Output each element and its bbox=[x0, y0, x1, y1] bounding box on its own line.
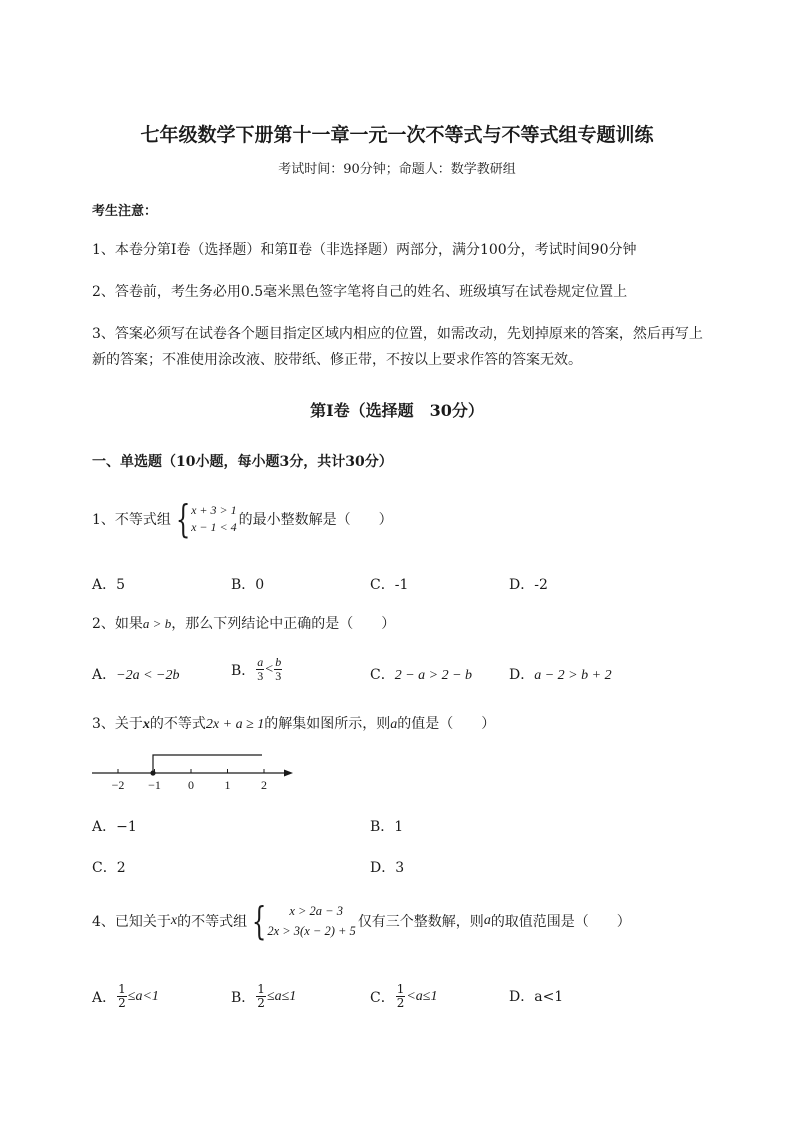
q4-ineq-1: x > 2a − 3 bbox=[289, 904, 343, 918]
q4-option-c[interactable] bbox=[370, 983, 438, 1010]
q2-option-c-label: C． bbox=[370, 667, 395, 683]
q4-var-a: a bbox=[483, 913, 491, 928]
q2-option-a[interactable] bbox=[92, 664, 179, 684]
q2-option-a-expr: −2a < −2b bbox=[116, 668, 180, 683]
q4-option-d[interactable]: D．a<1 bbox=[509, 989, 564, 1005]
q4-frac-den: 2 bbox=[118, 996, 126, 1010]
notice-heading: 考生注意： bbox=[92, 204, 158, 219]
notice-item-3: 3、答案必须写在试卷各个题目指定区域内相应的位置，如需改动，先划掉原来的答案，然后再写上新的答案；不准使用涂改液、胶带纸、修正带，不按以上要求作答的答案无效。 bbox=[92, 326, 703, 368]
question-4 bbox=[92, 901, 631, 941]
q3-inequality: 2x + a ≥ 1 bbox=[205, 717, 265, 732]
question-3 bbox=[92, 713, 495, 733]
q4-option-a-label: A． bbox=[92, 989, 117, 1006]
brace-icon: { bbox=[175, 497, 191, 541]
q2-condition: a > b bbox=[142, 616, 172, 631]
q4-option-c-label: C． bbox=[370, 989, 395, 1006]
q3-var-a: a bbox=[390, 717, 398, 732]
q4-fraction-half bbox=[396, 983, 406, 1010]
q2-option-b[interactable] bbox=[231, 656, 283, 683]
q4-option-b-expr: ≤a≤1 bbox=[266, 988, 297, 1004]
exam-title: 七年级数学下册第十一章一元一次不等式与不等式组专题训练 bbox=[140, 124, 654, 146]
number-line-tick-label: −1 bbox=[148, 778, 161, 792]
q4-option-c-expr: <a≤1 bbox=[406, 988, 438, 1004]
q4-option-b[interactable] bbox=[231, 983, 296, 1010]
q4-text-2: 的不等式组 bbox=[177, 914, 248, 930]
exam-subtitle: 考试时间：90分钟；命题人：数学教研组 bbox=[278, 162, 516, 177]
arrow-right-icon bbox=[284, 770, 293, 777]
q4-option-a-expr: ≤a<1 bbox=[127, 988, 159, 1004]
q4-text-3: 仅有三个整数解，则 bbox=[357, 914, 484, 930]
q3-option-d[interactable]: D．3 bbox=[370, 860, 405, 876]
q1-suffix: 的最小整数解是（ ） bbox=[238, 512, 393, 528]
q2-fraction-a bbox=[256, 656, 264, 683]
notice-item-1: 1、本卷分第Ⅰ卷（选择题）和第Ⅱ卷（非选择题）两部分，满分100分，考试时间90分钟 bbox=[92, 242, 637, 258]
q4-frac-num: 1 bbox=[396, 982, 405, 996]
q4-var-x: x bbox=[170, 913, 178, 928]
q3-option-a[interactable]: A．−1 bbox=[92, 819, 137, 835]
question-1 bbox=[92, 497, 393, 541]
q4-frac-num: 1 bbox=[257, 982, 265, 996]
q3-text-2: 的不等式 bbox=[149, 716, 206, 732]
q2-prefix: 2、如果 bbox=[92, 616, 143, 632]
q3-text-3: 的解集如图所示，则 bbox=[264, 716, 391, 732]
q3-var-x: x bbox=[142, 717, 150, 732]
q4-system bbox=[247, 901, 358, 941]
q2-option-d-label: D． bbox=[509, 667, 535, 683]
q4-frac-den: 2 bbox=[257, 996, 265, 1010]
q2-option-c[interactable] bbox=[370, 664, 472, 684]
part-heading: 一、单选题（10小题，每小题3分，共计30分） bbox=[92, 454, 393, 470]
q4-option-b-label: B． bbox=[231, 989, 256, 1006]
q1-ineq-2: x − 1 < 4 bbox=[191, 520, 237, 534]
q4-fraction-half bbox=[117, 983, 127, 1010]
q4-frac-num: 1 bbox=[118, 982, 126, 996]
number-line-tick-label: −2 bbox=[111, 778, 125, 792]
q3-option-b[interactable]: B．1 bbox=[370, 819, 404, 835]
q1-prefix: 1、不等式组 bbox=[92, 512, 171, 528]
q4-frac-den: 2 bbox=[396, 996, 405, 1010]
q4-option-a[interactable] bbox=[92, 983, 159, 1010]
q3-text-4: 的值是（ ） bbox=[397, 716, 496, 732]
notice-item-2: 2、答卷前，考生务必用0.5毫米黑色签字笔将自己的姓名、班级填写在试卷规定位置上 bbox=[92, 284, 628, 300]
q1-option-d[interactable]: D．-2 bbox=[509, 577, 548, 593]
q2-frac-den-b: 3 bbox=[275, 669, 282, 683]
q3-text-1: 3、关于 bbox=[92, 716, 143, 732]
q1-system bbox=[171, 497, 239, 541]
number-line-tick-label: 1 bbox=[224, 778, 231, 792]
q2-option-b-label: B． bbox=[231, 662, 256, 679]
q2-frac-den-a: 3 bbox=[257, 669, 264, 683]
question-2 bbox=[92, 613, 395, 633]
q2-option-d[interactable] bbox=[509, 664, 612, 684]
q2-fraction-b bbox=[274, 656, 282, 683]
q1-option-a[interactable]: A．5 bbox=[92, 577, 126, 593]
number-line-tick-label: 0 bbox=[188, 778, 194, 792]
section-title: 第Ⅰ卷（选择题 30分） bbox=[310, 401, 484, 420]
q2-frac-num-a: a bbox=[257, 655, 264, 669]
q3-option-c[interactable]: C．2 bbox=[92, 860, 126, 876]
brace-icon: { bbox=[251, 899, 267, 943]
q4-text-1: 4、已知关于 bbox=[92, 914, 171, 930]
q2-option-b-relation: < bbox=[265, 661, 274, 677]
solution-set-bracket bbox=[153, 755, 262, 773]
q1-ineq-1: x + 3 > 1 bbox=[191, 503, 237, 517]
q1-option-c[interactable]: C．-1 bbox=[370, 577, 409, 593]
q2-frac-num-b: b bbox=[275, 655, 282, 669]
q2-option-a-label: A． bbox=[92, 667, 117, 683]
q2-option-d-expr: a − 2 > b + 2 bbox=[534, 668, 612, 683]
q1-option-b[interactable]: B．0 bbox=[231, 577, 265, 593]
q4-text-4: 的取值范围是（ ） bbox=[490, 914, 631, 930]
q2-option-c-expr: 2 − a > 2 − b bbox=[394, 668, 473, 683]
q4-fraction-half bbox=[256, 983, 266, 1010]
number-line-tick-label: 2 bbox=[261, 778, 267, 792]
q3-number-line bbox=[90, 748, 300, 796]
q4-ineq-2: 2x > 3(x − 2) + 5 bbox=[267, 924, 356, 938]
q2-suffix: ，那么下列结论中正确的是（ ） bbox=[171, 616, 396, 632]
